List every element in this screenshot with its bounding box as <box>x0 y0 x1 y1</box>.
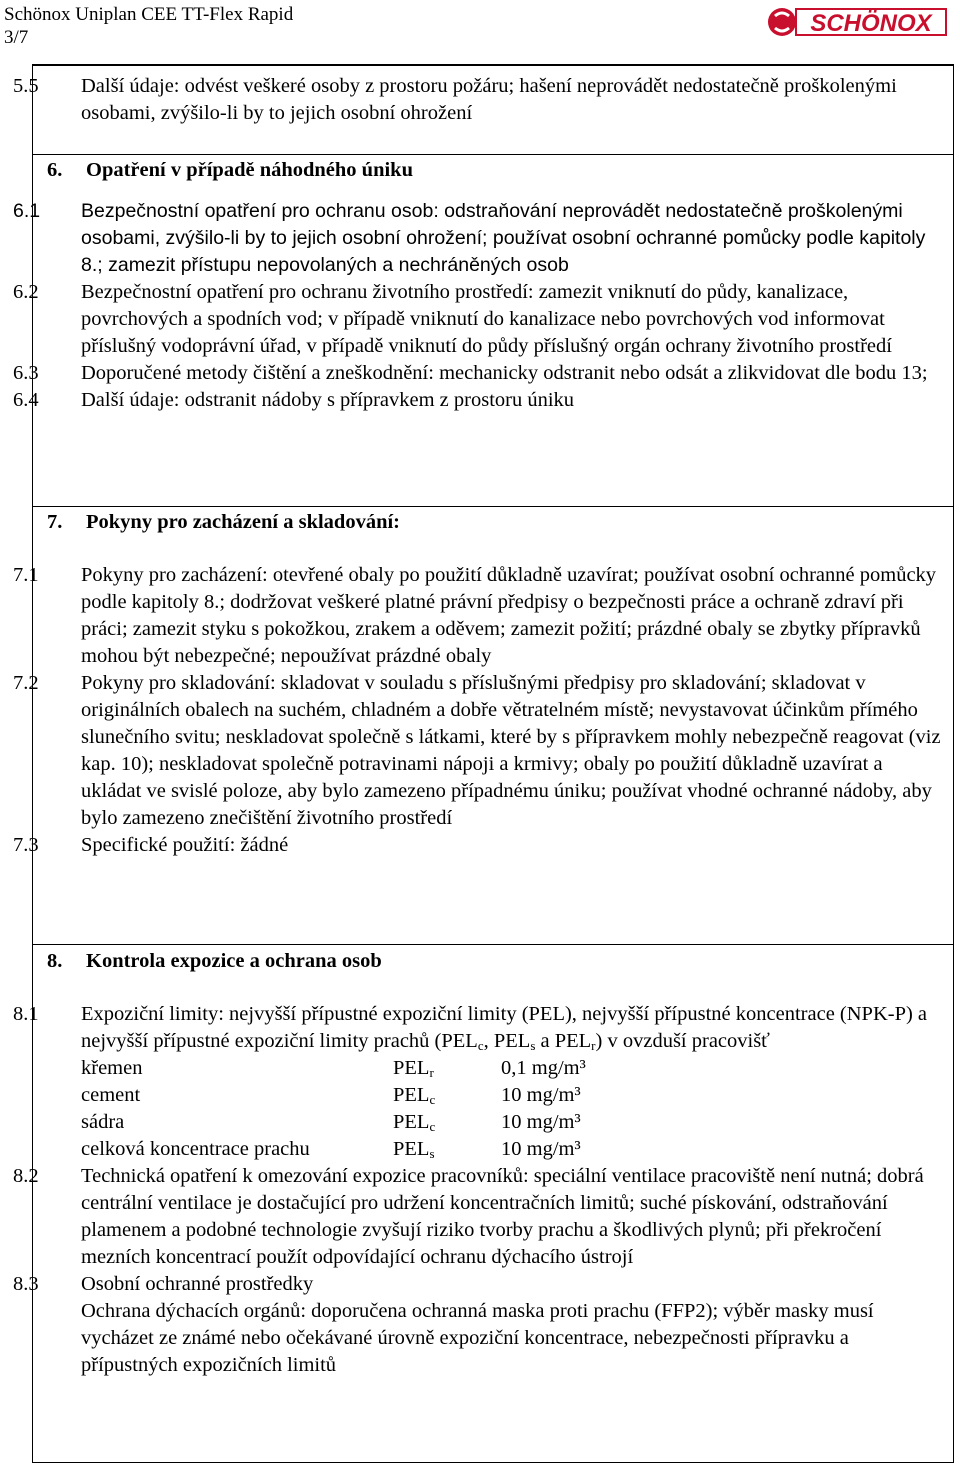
para-6-1 <box>13 198 948 279</box>
para-8-3-text: Ochrana dýchacích orgánů: doporučena ochranná maska proti prachu (FFP2); výběr masky musí vycházet ze známé nebo očekávané úrovně expoziční koncentrace, nebezpečnosti přípravku a přípustných expozičních limitů <box>81 1300 874 1376</box>
para-number: 6.3 <box>13 362 39 384</box>
logo-graphic <box>766 4 948 40</box>
para-title: Osobní ochranné prostředky <box>81 1273 314 1295</box>
section-6-block <box>13 157 948 414</box>
para-6-2 <box>13 279 948 360</box>
para-text: Technická opatření k omezování expozice pracovníků: speciální ventilace pracoviště není nutná; dobrá centrální ventilace je dostačující pro udržení koncentračních limitů; suché pískování, odstraňování plamenem a podobné technologie zvyšují riziko tvorby prachu a škodlivých plynů; při překročení mezních koncentrací použít odpovídající ochranu dýchacího ústrojí <box>81 1165 924 1268</box>
heading-text: Pokyny pro zacházení a skladování: <box>86 511 400 533</box>
section-5-block <box>13 73 948 127</box>
para-number: 7.3 <box>13 834 39 856</box>
page-number: 3/7 <box>4 27 29 48</box>
para-8-2 <box>13 1163 948 1271</box>
pel-value: 10 mg/m³ <box>501 1111 581 1133</box>
pel-value: 0,1 mg/m³ <box>501 1057 586 1079</box>
para-number: 6.1 <box>13 200 41 222</box>
para-7-2 <box>13 670 948 832</box>
frame-top-rule <box>32 64 954 66</box>
schonox-logo <box>766 4 948 40</box>
heading-number: 8. <box>47 950 63 972</box>
para-8-3-title <box>13 1271 948 1298</box>
para-number: 8.2 <box>13 1165 39 1187</box>
para-text: Bezpečnostní opatření pro ochranu životního prostředí: zamezit vniknutí do půdy, kanalizace, povrchových a spodních vod; v případě vniknutí do kanalizace nebo povrchových vod informovat příslušný vodoprávní úřad, v případě vniknutí do půdy příslušný orgán ochrany životního prostředí <box>81 281 892 357</box>
section-divider-7 <box>32 506 954 507</box>
product-name: Schönox Uniplan CEE TT-Flex Rapid <box>4 4 294 25</box>
pel-code: $PEL_s$ <box>393 1138 435 1161</box>
pel-limits-table <box>47 1055 948 1163</box>
document-header <box>4 3 293 49</box>
para-5-5 <box>13 73 948 127</box>
heading-number: 6. <box>47 159 63 181</box>
section-7-heading <box>47 509 948 536</box>
pel-row-1 <box>47 1082 948 1109</box>
para-text: Pokyny pro skladování: skladovat v souladu s příslušnými předpisy pro skladování; skladovat v originálních obalech na suchém, chladném a dobře větratelném místě; nevystavovat účinkům přímého slunečního svitu; neskladovat společně s látkami, které by s přípravkem mohly nebezpečně reagovat (viz kap. 10); neskladovat společně potravinami nápoji a krmivy; obaly po použití důkladně uzavírat a ukládat ve svislé poloze, aby bylo zamezeno případnému úniku; používat vhodné ochranné nádoby, aby bylo zamezeno znečištění životního prostředí <box>81 672 941 829</box>
pel-code: $PEL_c$ <box>393 1111 436 1134</box>
para-7-3 <box>13 832 948 859</box>
substance-name: cement <box>81 1084 141 1106</box>
subscript-r: r <box>591 1038 596 1053</box>
substance-name: křemen <box>81 1057 143 1079</box>
para-number: 7.1 <box>13 564 39 586</box>
para-text: Pokyny pro zacházení: otevřené obaly po použití důkladně uzavírat; používat osobní ochranné pomůcky podle kapitoly 8.; dodržovat veškeré platné právní předpisy o bezpečnosti práce a ochraně zdraví při práci; zamezit styku s pokožkou, zrakem a oděvem; zamezit požití; prázdné obaly se zbytky přípravků mohou být nebezpečné; nepoužívat prázdné obaly <box>81 564 937 667</box>
para-text: Specifické použití: žádné <box>81 834 289 856</box>
section-divider-8 <box>32 944 954 945</box>
para-text: Bezpečnostní opatření pro ochranu osob: odstraňování neprovádět nedostatečně proškolenými osobami, zvýšilo-li by to jejich osobní ohrožení; používat osobní ochranné pomůcky podle kapitoly 8.; zamezit přístupu nepovolaných a nechráněných osob <box>81 200 926 276</box>
para-6-3 <box>13 360 948 387</box>
para-number: 5.5 <box>13 75 39 97</box>
subscript-s: s <box>530 1038 536 1053</box>
heading-text: Opatření v případě náhodného úniku <box>86 159 413 181</box>
svg-text:SCHÖNOX: SCHÖNOX <box>810 10 932 37</box>
substance-name: celková koncentrace prachu <box>81 1138 310 1160</box>
para-7-1 <box>13 562 948 670</box>
para-text-sep: a PEL <box>535 1030 592 1052</box>
heading-number: 7. <box>47 511 63 533</box>
pel-row-2 <box>47 1109 948 1136</box>
section-divider-6 <box>32 154 954 155</box>
section-7-block <box>13 509 948 859</box>
pel-value: 10 mg/m³ <box>501 1138 581 1160</box>
pel-value: 10 mg/m³ <box>501 1084 581 1106</box>
pel-row-0 <box>47 1055 948 1082</box>
heading-text: Kontrola expozice a ochrana osob <box>86 950 382 972</box>
section-8-block <box>13 948 948 1379</box>
para-number: 7.2 <box>13 672 39 694</box>
pel-code: $PEL_c$ <box>393 1084 436 1107</box>
para-text: Expoziční limity: nejvyšší přípustné expoziční limity (PEL), nejvyšší přípustné koncentrace (NPK-P) a nejvyšší přípustné expoziční limity prachů (PEL <box>81 1003 928 1052</box>
pel-row-3 <box>47 1136 948 1163</box>
para-text-sep: , PEL <box>483 1030 531 1052</box>
section-6-heading <box>47 157 948 184</box>
para-text: Doporučené metody čištění a zneškodnění: mechanicky odstranit nebo odsát a zlikvidovat dle bodu 13; <box>81 362 928 384</box>
subscript-c: c <box>477 1038 484 1053</box>
section-8-heading <box>47 948 948 975</box>
substance-name: sádra <box>81 1111 125 1133</box>
pel-code: $PEL_r$ <box>393 1057 434 1080</box>
para-text: Další údaje: odvést veškeré osoby z prostoru požáru; hašení neprovádět nedostatečně proškolenými osobami, zvýšilo-li by to jejich osobní ohrožení <box>81 75 897 124</box>
para-number: 8.3 <box>13 1273 39 1295</box>
para-number: 8.1 <box>13 1003 39 1025</box>
para-8-1 <box>13 1001 948 1055</box>
para-text: ) v ovzduší pracovišť <box>595 1030 770 1052</box>
para-text: Další údaje: odstranit nádoby s přípravkem z prostoru úniku <box>81 389 575 411</box>
para-number: 6.2 <box>13 281 39 303</box>
para-6-4 <box>13 387 948 414</box>
para-number: 6.4 <box>13 389 39 411</box>
